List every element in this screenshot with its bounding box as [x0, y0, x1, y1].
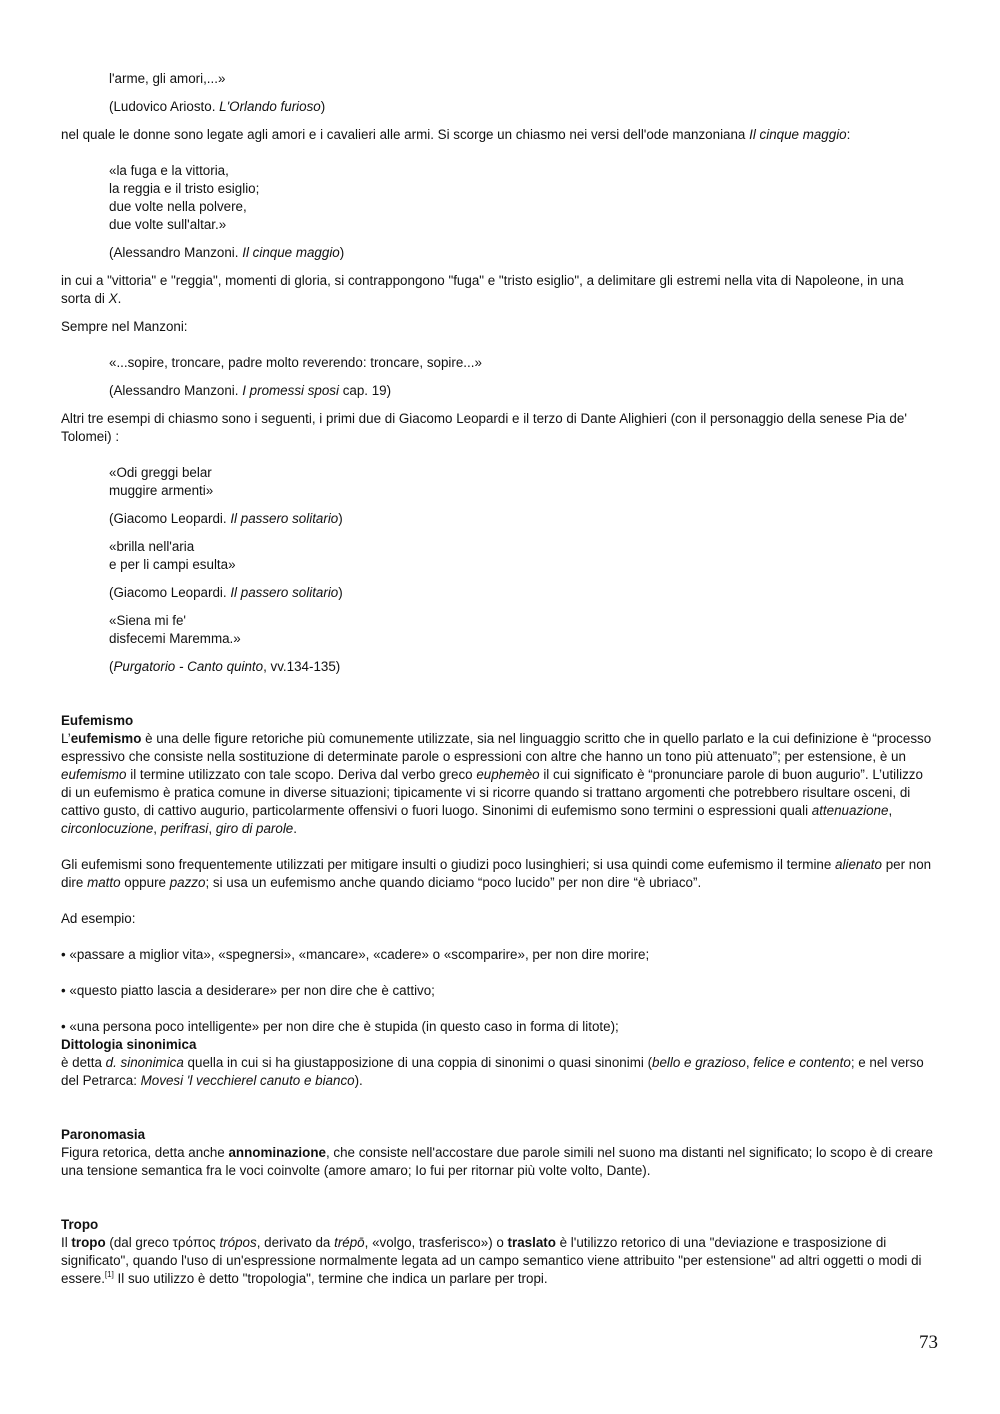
section-heading: Dittologia sinonimica: [61, 1037, 197, 1052]
quote-line: «...sopire, troncare, padre molto reverendo: troncare, sopire...»: [109, 355, 482, 370]
paragraph: nel quale le donne sono legate agli amori e i cavalieri alle armi. Si scorge un chiasmo nei versi dell'ode manzoniana Il cinque maggio:: [61, 127, 851, 142]
footnote-ref[interactable]: [1]: [104, 1270, 114, 1279]
quote-line: «brilla nell'aria: [109, 539, 195, 554]
quote-citation: (Purgatorio - Canto quinto, vv.134-135): [109, 659, 341, 674]
quote-leopardi-1: [109, 464, 936, 528]
quote-citation: (Giacomo Leopardi. Il passero solitario): [109, 511, 343, 526]
list-item: • «questo piatto lascia a desiderare» per non dire che è cattivo;: [61, 983, 435, 998]
paragraph: L’eufemismo è una delle figure retoriche più comunemente utilizzate, sia nel linguaggio scritto che in quello parlato e la cui definizione è “processo espressivo che consiste nella sostituzione di determinate parole o espressioni con altre che hanno un tono più attenuato”; per estensione, è un eufemismo il termine utilizzato con tale scopo. Deriva dal verbo greco euphemèo il cui significato è “pronunciare parole di buon augurio”. L’utilizzo di un eufemismo è pratica comune in diverse situazioni; tipicamente vi si ricorre quando si trattano argomenti che potrebbero risultare osceni, di cattivo gusto, di cattivo augurio, particolarmente offensivi o fuori luogo. Sinonimi di eufemismo sono termini o espressioni quali attenuazione, circonlocuzione, perifrasi, giro di parole.: [61, 731, 932, 836]
paragraph: Gli eufemismi sono frequentemente utilizzati per mitigare insulti o giudizi poco lusinghieri; si usa quindi come eufemismo il termine alienato per non dire matto oppure pazzo; si usa un eufemismo anche quando diciamo “poco lucido” per non dire “è ubriaco”.: [61, 857, 932, 890]
paragraph: è detta d. sinonimica quella in cui si ha giustapposizione di una coppia di sinonimi o quasi sinonimi (bello e grazioso, felice e contento; e nel verso del Petrarca: Movesi 'l vecchierel canuto e bianco).: [61, 1055, 924, 1088]
quote-dante: [109, 612, 936, 676]
paragraph: in cui a "vittoria" e "reggia", momenti di gloria, si contrappongono "fuga" e "tristo esiglio", a delimitare gli estremi nella vita di Napoleone, in una sorta di X.: [61, 273, 904, 306]
quote-citation: (Ludovico Ariosto. L'Orlando furioso): [109, 99, 326, 114]
quote-line: «Siena mi fe': [109, 613, 186, 628]
quote-line: «Odi greggi belar: [109, 465, 212, 480]
section-heading: Eufemismo: [61, 713, 134, 728]
quote-line: l'arme, gli amori,...»: [109, 71, 226, 86]
paragraph: Figura retorica, detta anche annominazione, che consiste nell'accostare due parole simili nel suono ma distanti nel significato; lo scopo è di creare una tensione semantica fra le voci coinvolte (amore amaro; Io fui per ritornar più volte volto, Dante).: [61, 1145, 933, 1178]
quote-citation: (Alessandro Manzoni. Il cinque maggio): [109, 245, 345, 260]
section-eufemismo: [61, 712, 936, 1036]
quote-line: muggire armenti»: [109, 483, 214, 498]
paragraph: Il tropo (dal greco τρόπος trópos, derivato da trépō, «volgo, trasferisco») o traslato è l'utilizzo retorico di una "deviazione e trasposizione di significato", quando l'uso di un'espressione normalmente legata ad un campo semantico viene attribuito "per estensione" ad altri oggetti o modi di essere.[1] Il suo utilizzo è detto "tropologia", termine che indica un parlare per tropi.: [61, 1235, 922, 1286]
section-heading: Paronomasia: [61, 1127, 146, 1142]
page-body: [61, 70, 936, 1288]
quote-citation: (Giacomo Leopardi. Il passero solitario): [109, 585, 343, 600]
paragraph: Ad esempio:: [61, 911, 136, 926]
quote-line: due volte sull'altar.»: [109, 217, 227, 232]
list-item: • «una persona poco intelligente» per non dire che è stupida (in questo caso in forma di litote);: [61, 1019, 619, 1034]
quote-manzoni-2: [109, 354, 936, 400]
quote-line: disfecemi Maremma.»: [109, 631, 241, 646]
list-item: • «passare a miglior vita», «spegnersi», «mancare», «cadere» o «scomparire», per non dire morire;: [61, 947, 650, 962]
paragraph: Altri tre esempi di chiasmo sono i seguenti, i primi due di Giacomo Leopardi e il terzo di Dante Alighieri (con il personaggio della senese Pia de' Tolomei) :: [61, 411, 907, 444]
quote-leopardi-2: [109, 538, 936, 602]
quote-line: la reggia e il tristo esiglio;: [109, 181, 260, 196]
section-heading: Tropo: [61, 1217, 99, 1232]
quote-ariosto: [109, 70, 936, 116]
section-dittologia: [61, 1036, 936, 1090]
quote-line: due volte nella polvere,: [109, 199, 247, 214]
quote-manzoni-1: [109, 162, 936, 262]
quote-line: e per li campi esulta»: [109, 557, 236, 572]
quote-citation: (Alessandro Manzoni. I promessi sposi cap. 19): [109, 383, 392, 398]
section-tropo: [61, 1216, 936, 1288]
section-paronomasia: [61, 1126, 936, 1180]
page-number: 73: [919, 1332, 938, 1353]
quote-line: «la fuga e la vittoria,: [109, 163, 229, 178]
paragraph: Sempre nel Manzoni:: [61, 319, 188, 334]
